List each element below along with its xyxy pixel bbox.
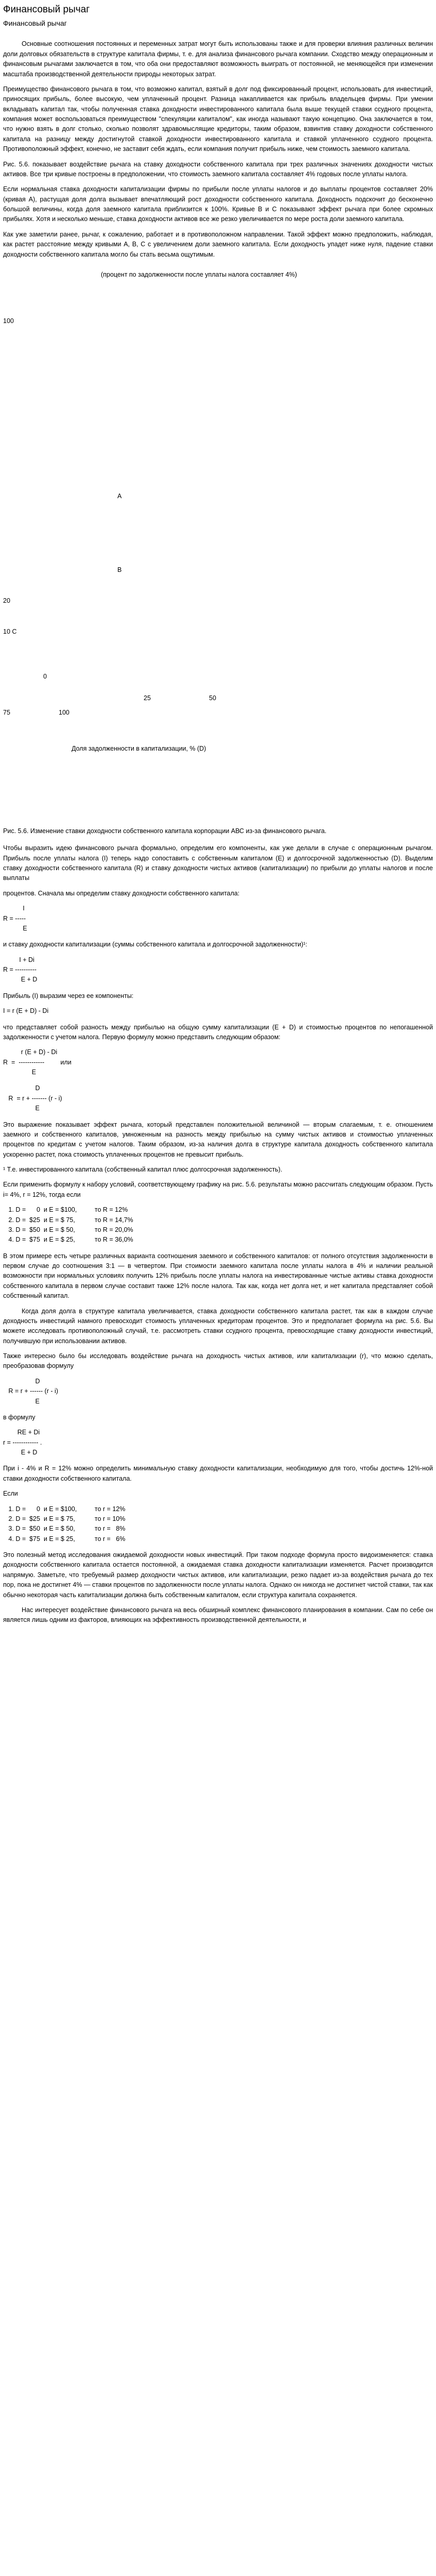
x-tick-label: 50 (209, 694, 216, 702)
leverage-chart (3, 270, 433, 821)
figure-caption: Рис. 5.6. Изменение ставки доходности собственного капитала корпорации АВС из-за финансового рычага. (3, 827, 327, 835)
y-tick-label-c: 10 С (3, 628, 17, 635)
paragraph-14: Когда доля долга в структуре капитала увеличивается, ставка доходности собственного капитала растет, так как в каждом случае доходность инвестиций намного превосходит стоимость уплаченных кредиторам процентов. Это и предполагает формула на рис. 5.6. Вы можете исследовать противоположный случай, т.е. рассмотреть ставки ссудного процента, превосходящие ставку доходности инвестиций, получившую при использовании активов. (3, 1307, 433, 1345)
formula-leverage: D R = r + ------- (r - i) E (8, 1084, 62, 1112)
page-title: Финансовый рычаг (3, 4, 90, 15)
curve-label-b: B (117, 566, 122, 573)
paragraph-2: Преимущество финансового рычага в том, что возможно капитал, взятый в долг под фиксированный процент, использовать для инвестиций, приносящих прибыль, более высокую, чем уплаченный процент. Разница накапливается как прибыль владельцев фирмы. При умении вкладывать капитал так, чтобы полученная ставка доходности инвестированного капитала была выше текущей ставки ссудного процента, компания может воспользоваться преимуществом "спекуляции капиталом", как иногда называют такую концепцию. Она заключается в том, что нужно взять в долг столько, сколько позволят здравомыслящие кредиторы, таким образом, взвинтив ставку доходности собственного капитала на разницу между достигнутой ставкой доходности инвестированного капитала и ставкой уплаченного ссудного процента. Противоположный эффект, конечно, не заставит себя ждать, если компания получит прибыль ниже, чем стоимость заемного капитала. (3, 85, 433, 153)
paragraph-15: Также интересно было бы исследовать воздействие рычага на доходность чистых активов, или капитализации (r), что можно сделать, преобразовав формулу (3, 1352, 433, 1370)
footnote: ¹ Т.е. инвестированного капитала (собственный капитал плюс долгосрочная задолженность). (3, 1166, 283, 1174)
paragraph-1: Основные соотношения постоянных и переменных затрат могут быть использованы также и для проверки влияния различных величин доли долговых обязательств в структуре капитала фирмы, т. е. для анализа финансового рычага компании. Сходство между операционным и финансовым рычагами заключается в том, что оба они предоставляют возможность выиграть от постоянной, не меняющейся при изменении масштаба производственной деятельности природы некоторых затрат. (3, 40, 433, 78)
x-tick-label: 75 (3, 708, 10, 716)
formula-profit: I = r (E + D) - Di (3, 1007, 49, 1015)
paragraph-6: Чтобы выразить идею финансового рычага формально, определим его компоненты, как уже делали в случае с операционным рычагом. Прибыль после уплаты налога (I) теперь надо сопоставить с собственным капиталом (E) и долгосрочной задолженностью (D). Выделим ставку доходности собственного капитала (R) и ставку доходности чистых активов (капитализации) по прибыли до уплаты налогов и после выплаты (3, 844, 433, 882)
formula-leverage-2: D R = r + ------ (r - i) E (8, 1377, 58, 1405)
paragraph-17: При i - 4% и R = 12% можно определить минимальную ставку доходности капитализации, необходимую для того, чтобы достичь 12%-ной ставки доходности собственного капитала. (3, 1465, 433, 1482)
x-tick-label: 25 (144, 694, 151, 702)
paragraph-8: и ставку доходности капитализации (суммы собственного капитала и долгосрочной задолженности)¹: (3, 941, 307, 948)
x-tick-label: 100 (59, 708, 69, 716)
paragraph-18: Если (3, 1490, 18, 1498)
chart-title: (процент по задолженности после уплаты налога составляет 4%) (101, 270, 297, 278)
page-subtitle: Финансовый рычаг (3, 19, 67, 27)
calc-list-2: 1. D = 0 и E = $100, то r = 12% 2. D = $25 и E = $ 75, то r = 10% 3. D = $50 и E = $ 50, то r = 8% 4. D = $75 и E = $ 25, то r = 6% (8, 1505, 126, 1543)
paragraph-9: Прибыль (I) выразим через ее компоненты: (3, 992, 134, 999)
paragraph-5: Как уже заметили ранее, рычаг, к сожалению, работает и в противоположном направлении. Такой эффект можно предположить, наблюдая, как растет расстояние между кривыми А, В, С с увеличением доли заемного капитала. Если доходность упадет ниже нуля, падение ставки доходности собственного капитала могло бы стать весьма ощутимым. (3, 230, 433, 258)
paragraph-3: Рис. 5.6. показывает воздействие рычага на ставку доходности собственного капитала при трех различных значениях доходности чистых активов. Все три кривые построены в предположении, что стоимость заемного капитала составляет 4% годовых после уплаты налога. (3, 160, 433, 178)
calc-list-1: 1. D = 0 и E = $100, то R = 12% 2. D = $25 и E = $ 75, то R = 14,7% 3. D = $50 и E = $ 50, то R = 20,0% 4. D = $75 и E = $ 25, то R = 36,0% (8, 1206, 133, 1244)
paragraph-16: в формулу (3, 1413, 36, 1421)
paragraph-7: процентов. Сначала мы определим ставку доходности собственного капитала: (3, 889, 240, 897)
formula-equity-return: I R = ----- E (3, 905, 27, 932)
formula-capitalization: RE + Di r = ------------ . E + D (3, 1429, 42, 1456)
y-tick-label: 100 (3, 317, 14, 325)
paragraph-13: В этом примере есть четыре различных варианта соотношения заемного и собственного капиталов: от полного отсутствия задолженности в первом случае до соотношения 3:1 — в четвертом. При стоимости заемного капитала после уплаты налога в 4% и наличии реальной возможности при нормальных условиях получить 12% прибыль после уплаты налога на инвестированные чистые активы ставка доходности собственного капитала в первом случае составит также 12% после налога. Так как, когда нет долга нет, и нет капитала представляет собой собственный капитал. (3, 1252, 433, 1300)
paragraph-20: Нас интересует воздействие финансового рычага на весь обширный комплекс финансового планирования в компании. Сам по себе он является лишь одним из факторов, влияющих на эффективность производственной деятельности, и (3, 1606, 433, 1624)
paragraph-10: что представляет собой разность между прибылью на общую сумму капитализации (E + D) и стоимостью процентов по непогашенной задолженности с учетом налога. Первую формулу можно представить следующим образом: (3, 1023, 433, 1041)
formula-capitalization-return: I + Di R = ---------- E + D (3, 956, 38, 984)
x-tick-label: 0 (43, 672, 47, 680)
curve-label-a: A (117, 492, 122, 500)
paragraph-12: Если применить формулу к набору условий, соответствующему графику на рис. 5.6. результаты можно рассчитать следующим образом. Пусть i= 4%, r = 12%, тогда если (3, 1181, 433, 1198)
paragraph-11: Это выражение показывает эффект рычага, который представлен положительной величиной — вторым слагаемым, т. е. отношением заемного и собственного капиталов, умноженным на разность между прибылью на сумму чистых активов и стоимостью уплаченных процентов по кредитам с учетом налогов. Таким образом, из-за наличия долга в структуре капитала доходность собственного капитала ускоренно растет, пока стоимость уплаченных процентов не превысит прибыль. (3, 1121, 433, 1158)
paragraph-4: Если нормальная ставка доходности капитализации фирмы по прибыли после уплаты налогов и до выплаты процентов составляет 20% (кривая А), растущая доля долга вызывает впечатляющий рост доходности собственного капитала. Доходность подскочит до бесконечно большой величины, когда доля заемного капитала приблизится к 100%. Кривые В и С показывают эффект рычага при более скромных прибылях. Хотя и несколько меньше, ставка доходности активов все же резко увеличивается по мере роста доли заемного капитала. (3, 185, 433, 223)
x-axis-label: Доля задолженности в капитализации, % (D) (72, 744, 206, 752)
paragraph-19: Это полезный метод исследования ожидаемой доходности новых инвестиций. При таком подходе формула просто видоизменяется: ставка доходности собственного капитала остается постоянной, а ожидаемая ставка доходности капитализации изменяется. Расчет производится напрямую. Заметьте, что требуемый размер доходности чистых активов, или капитализации, резко падает из-за воздействия рычага до тех пор, пока не достигнет 4% — ставки процентов по задолженности после уплаты налога. Однако он никогда не достигнет чистой ставки, так как обычно некоторая часть капитализации должна быть собственным капиталом, если структура капитала сохраняется. (3, 1551, 433, 1599)
y-tick-label: 20 (3, 597, 10, 604)
formula-expanded: r (E + D) - Di R = ------------ или E (3, 1048, 72, 1076)
